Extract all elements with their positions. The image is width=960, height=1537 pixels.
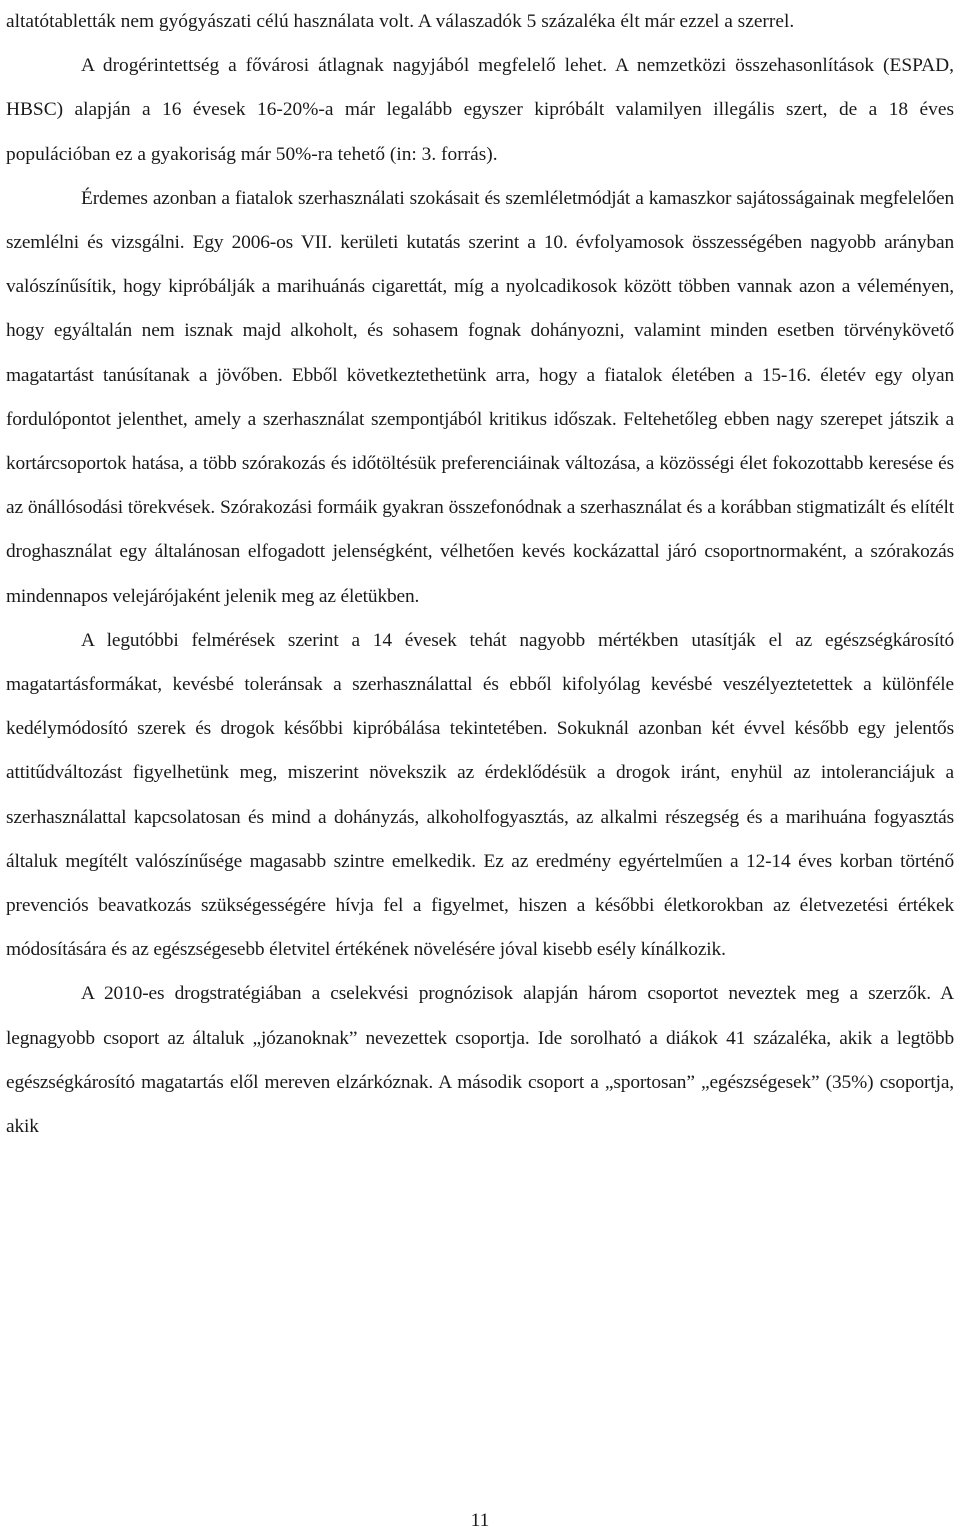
paragraph-attitude-change: A legutóbbi felmérések szerint a 14 évesek tehát nagyobb mértékben utasítják el az egészségkárosító magatartásformákat, kevésbé toleránsak a szerhasználattal és ebből kifolyólag kevésbé veszélyeztetettek a különféle kedélymódosító szerek és drogok későbbi kipróbálása tekintetében. Sokuknál azonban két évvel később egy jelentős attitűdváltozást figyelhetünk meg, miszerint növekszik az érdeklődésük a drogok iránt, enyhül az intoleranciájuk a szerhasználattal kapcsolatosan és mind a dohányzás, alkoholfogyasztás, az alkalmi részegség és a marihuána fogyasztás általuk megítélt valószínűsége magasabb szintre emelkedik. Ez az eredmény egyértelműen a 12-14 éves korban történő prevenciós beavatkozás szükségességére hívja fel a figyelmet, hiszen a későbbi életkorokban az életvezetési értékek módosítására és az egészségesebb életvitel értékének növelésére jóval kisebb esély kínálkozik. [6,629,954,961]
page-number: 11 [470,1510,490,1531]
paragraph-adolescent-habits: Érdemes azonban a fiatalok szerhasználati szokásait és szemléletmódját a kamaszkor sajátosságainak megfelelően szemlélni és vizsgálni. Egy 2006-os VII. kerületi kutatás szerint a 10. évfolyamosok összességében nagyobb arányban valószínűsítik, hogy kipróbálják a marihuánás cigarettát, míg a nyolcadikosok között többen vannak azon a véleményen, hogy egyáltalán nem isznak majd alkoholt, és sohasem fognak dohányozni, valamint minden esetben törvénykövető magatartást tanúsítanak a jövőben. Ebből következtethetünk arra, hogy a fiatalok életében a 15-16. életév egy olyan fordulópontot jelenthet, amely a szerhasználat szempontjából kritikus időszak. Feltehetőleg ebben nagy szerepet játszik a kortárcsoportok hatása, a több szórakozás és időtöltésük preferenciáinak változása, a közösségi élet fokozottabb keresése és az önállósodási törekvések. Szórakozási formáik gyakran összefonódnak a szerhasználat és a korábban stigmatizált és elítélt droghasználat egy általánosan elfogadott jelenségként, vélhetően kevés kockázattal járó csoportnormaként, a szórakozás mindennapos velejárójaként jelenik meg az életükben. [6,187,954,607]
paragraph-drug-strategy: A 2010-es drogstratégiában a cselekvési prognózisok alapján három csoportot neveztek meg a szerzők. A legnagyobb csoport az általuk „józanoknak” nevezettek csoportja. Ide sorolható a diákok 41 százaléka, akik a legtöbb egészségkárosító magatartás elől mereven elzárkóznak. A második csoport a „sportosan” „egészségesek” (35%) csoportja, akik [6,983,954,1138]
paragraph-sedatives: altatótabletták nem gyógyászati célú használata volt. A válaszadók 5 százaléka élt már ezzel a szerrel. [6,11,795,32]
document-page [6,0,954,1149]
paragraph-drug-exposure: A drogérintettség a fővárosi átlagnak nagyjából megfelelő lehet. A nemzetközi összehasonlítások (ESPAD, HBSC) alapján a 16 évesek 16-20%-a már legalább egyszer kipróbált valamilyen illegális szert, de a 18 éves populációban ez a gyakoriság már 50%-ra tehető (in: 3. forrás). [6,55,954,165]
